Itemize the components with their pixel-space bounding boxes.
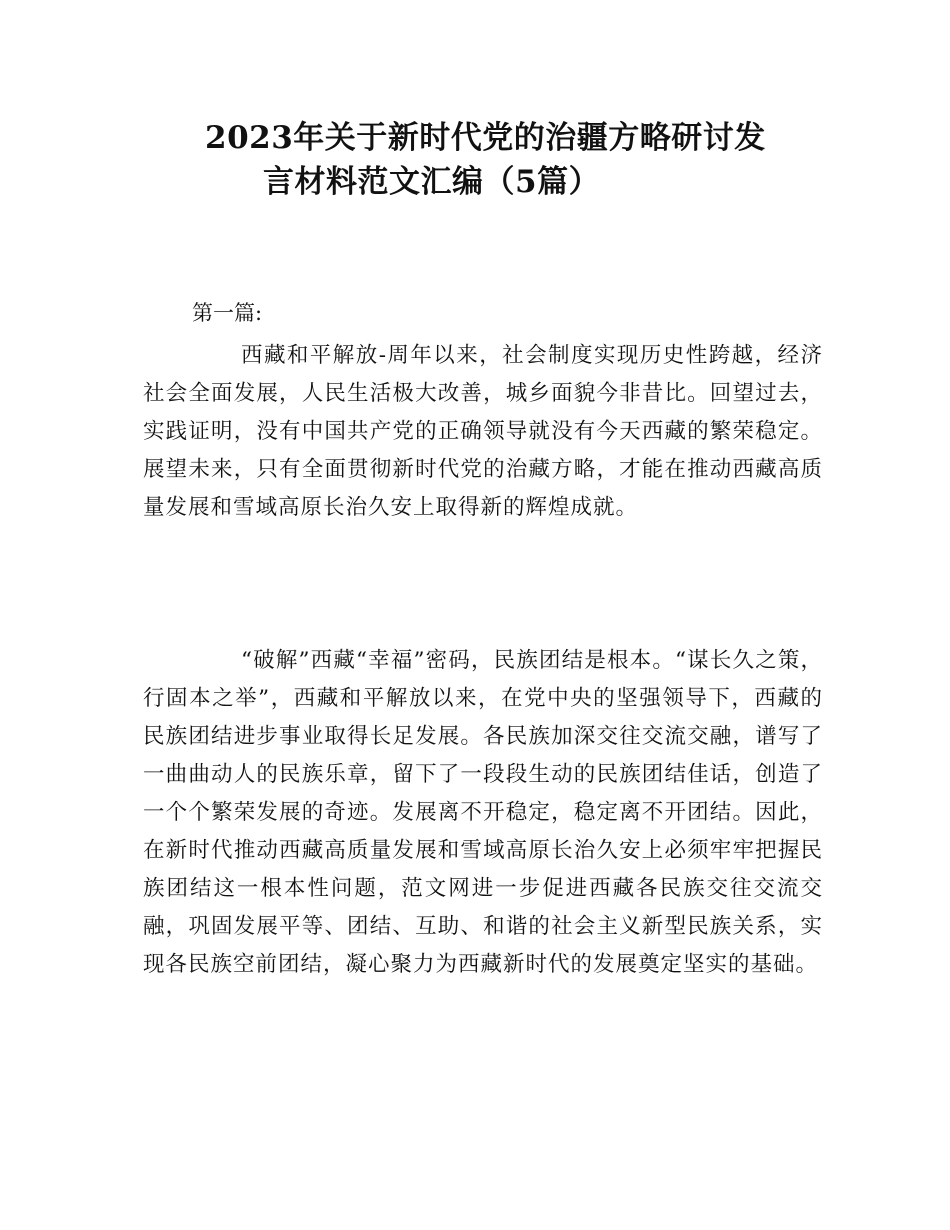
paragraph-2: “破解”西藏“幸福”密码，民族团结是根本。“谋长久之策，行固本之举”，西藏和平解放以来，在党中央的坚强领导下，西藏的民族团结进步事业取得长足发展。各民族加深交往交流交融，谱写了一曲曲动人的民族乐章，留下了一段段生动的民族团结佳话，创造了一个个繁荣发展的奇迹。发展离不开稳定，稳定离不开团结。因此，在新时代推动西藏高质量发展和雪域高原长治久安上必须牢牢把握民族团结这一根本性问题，范文网进一步促进西藏各民族交往交流交融，巩固发展平等、团结、互助、和谐的社会主义新型民族关系，实现各民族空前团结，凝心聚力为西藏新时代的发展奠定坚实的基础。 [143, 648, 823, 977]
paragraph-1: 西藏和平解放-周年以来，社会制度实现历史性跨越，经济社会全面发展，人民生活极大改善，城乡面貌今非昔比。回望过去，实践证明，没有中国共产党的正确领导就没有今天西藏的繁荣稳定。展望未来，只有全面贯彻新时代党的治藏方略，才能在推动西藏高质量发展和雪域高原长治久安上取得新的辉煌成就。 [143, 343, 823, 520]
title-line-1: 2023年关于新时代党的治疆方略研讨发 [205, 120, 766, 156]
document-title [205, 116, 805, 204]
title-line-2: 言材料范文汇编（5篇） [263, 164, 601, 200]
section-label: 第一篇: [192, 301, 263, 325]
